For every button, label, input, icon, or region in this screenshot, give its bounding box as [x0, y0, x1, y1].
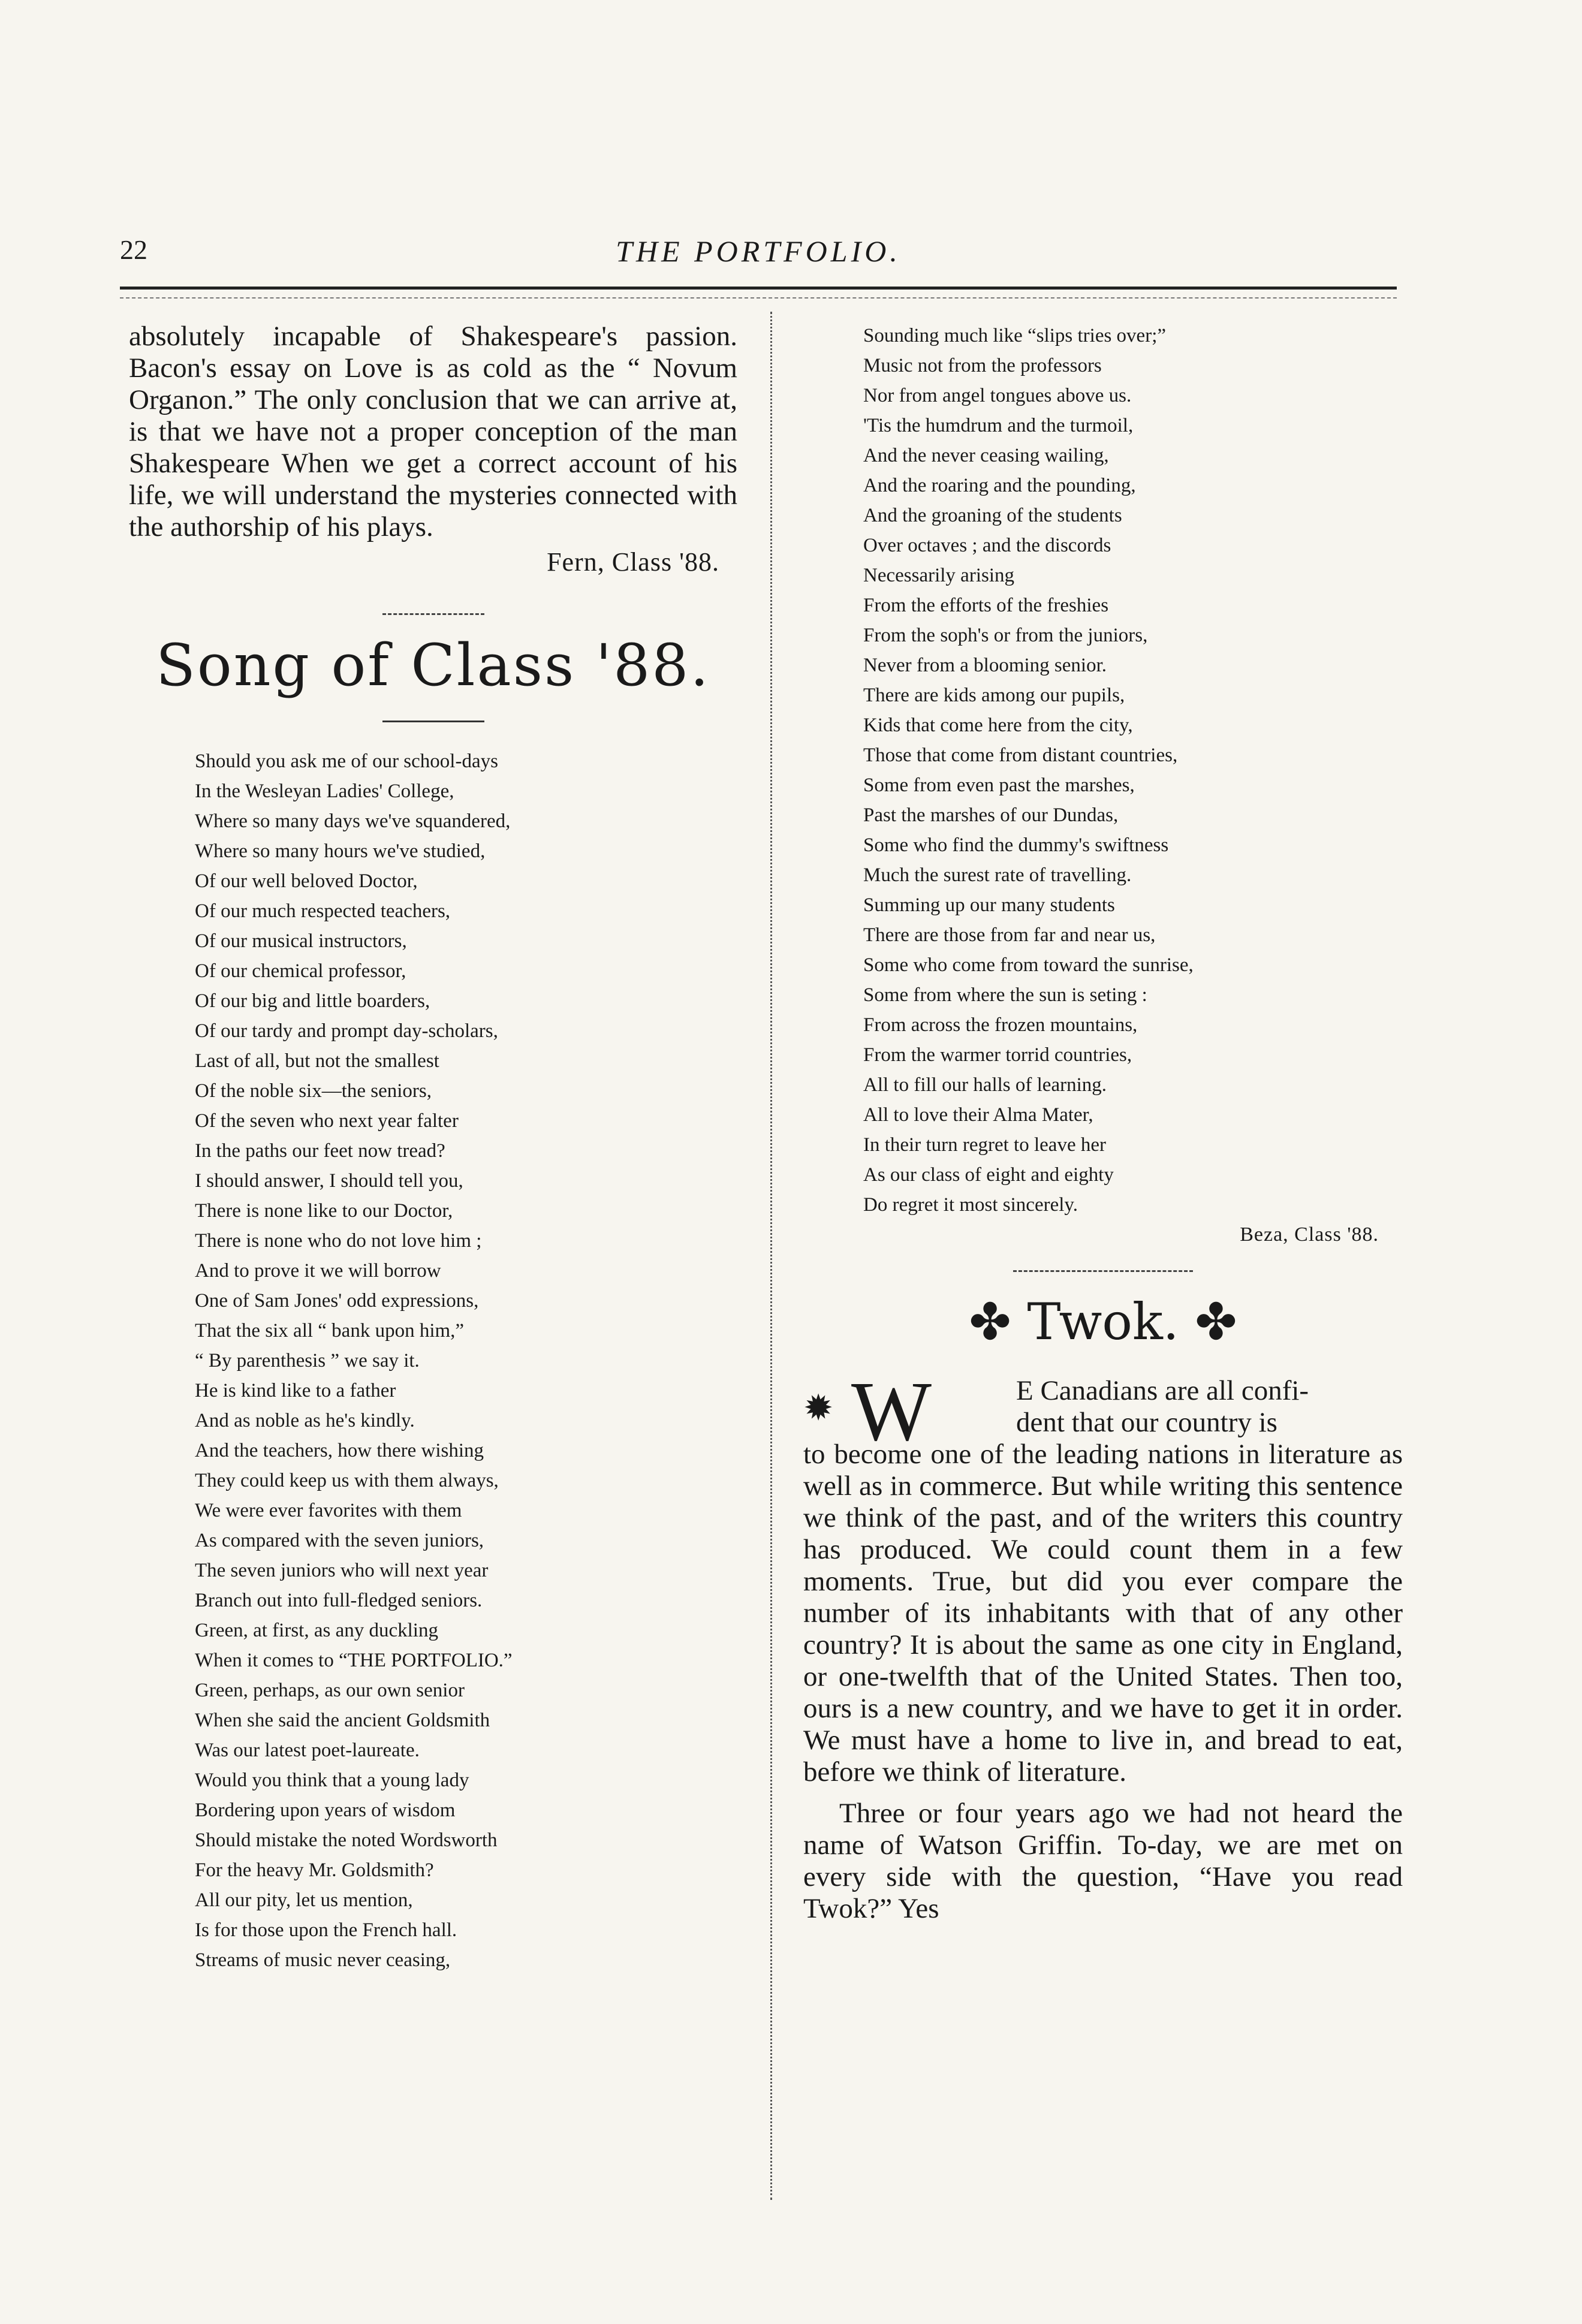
- poem-line: Streams of music never ceasing,: [195, 1949, 451, 1971]
- poem-line: Of our chemical professor,: [195, 960, 406, 982]
- poem-line: There are those from far and near us,: [863, 924, 1156, 946]
- poem-line: And the groaning of the students: [863, 505, 1122, 526]
- article-paragraph-1: [803, 1364, 1403, 1788]
- poem-line: Should mistake the noted Wordsworth: [195, 1829, 498, 1851]
- poem-line: One of Sam Jones' odd expressions,: [195, 1290, 479, 1312]
- poem-line: In their turn regret to leave her: [863, 1134, 1106, 1156]
- poem-line: Of the seven who next year falter: [195, 1110, 459, 1132]
- poem-line: Of our much respected teachers,: [195, 900, 451, 922]
- poem-line: Branch out into full-fledged seniors.: [195, 1590, 483, 1611]
- poem-line: Green, perhaps, as our own senior: [195, 1680, 465, 1701]
- poem-line: Some from where the sun is seting :: [863, 984, 1147, 1006]
- poem-line: Some from even past the marshes,: [863, 774, 1135, 796]
- poem-signature: Beza, Class '88.: [1240, 1223, 1379, 1246]
- header-rule: [120, 287, 1397, 290]
- poem-line: As our class of eight and eighty: [863, 1164, 1114, 1186]
- poem-line: Of our well beloved Doctor,: [195, 870, 418, 892]
- poem-line: And to prove it we will borrow: [195, 1260, 441, 1282]
- poem-line: From the soph's or from the juniors,: [863, 625, 1148, 646]
- poem-line: And the teachers, how there wishing: [195, 1440, 484, 1461]
- poem-line: In the paths our feet now tread?: [195, 1140, 445, 1162]
- poem-stanza-right: [863, 321, 1403, 1220]
- poem-line: Should you ask me of our school-days: [195, 750, 498, 772]
- poem-line: From the warmer torrid countries,: [863, 1044, 1132, 1066]
- poem-line: 'Tis the humdrum and the turmoil,: [863, 415, 1134, 436]
- poem-line: Never from a blooming senior.: [863, 655, 1107, 676]
- ornament-icon: ✹: [803, 1388, 834, 1428]
- essay-signature: Fern, Class '88.: [547, 547, 719, 577]
- poem-line: That the six all “ bank upon him,”: [195, 1320, 465, 1342]
- poem-line: All to fill our halls of learning.: [863, 1074, 1107, 1096]
- poem-line: Over octaves ; and the discords: [863, 535, 1111, 556]
- poem-line: Music not from the professors: [863, 355, 1102, 376]
- poem-line: Necessarily arising: [863, 565, 1014, 586]
- article-title: ✤ Twok. ✤: [969, 1292, 1237, 1351]
- article-paragraph-1-text: to become one of the leading nations in literature as well as in commerce. But while writing this sentence we think of the past, and of the writers this country has produced. We could count them in a few moments. True, but did you ever compare the number of its inhabitants with that of any other country? It is about the same as one city in England, or one-twelfth that of the United States. Then too, ours is a new country, and we have to get it in order. We must have a home to live in, and bread to eat, before we think of literature.: [803, 1439, 1403, 1788]
- poem-line: Much the surest rate of travelling.: [863, 864, 1132, 886]
- poem-line: There is none like to our Doctor,: [195, 1200, 453, 1222]
- poem-line: Is for those upon the French hall.: [195, 1919, 457, 1941]
- poem-line: As compared with the seven juniors,: [195, 1530, 484, 1551]
- poem-line: Past the marshes of our Dundas,: [863, 804, 1119, 826]
- poem-line: Some who find the dummy's swiftness: [863, 834, 1169, 856]
- poem-line: Summing up our many students: [863, 894, 1115, 916]
- essay-ending-paragraph: absolutely incapable of Shakespeare's passion. Bacon's essay on Love is as cold as the “ Novum Organon.” The only conclusion that we can arrive at, is that we have not a proper conception of the man Shakespeare When we get a correct account of his life, we will understand the mysteries connected with the authorship of his plays.: [129, 321, 737, 542]
- title-rule: [382, 721, 484, 722]
- poem-line: There are kids among our pupils,: [863, 685, 1125, 706]
- poem-title: Song of Class '88.: [156, 632, 710, 699]
- poem-line: Of our tardy and prompt day-scholars,: [195, 1020, 498, 1042]
- poem-line: Last of all, but not the smallest: [195, 1050, 439, 1072]
- poem-line: “ By parenthesis ” we say it.: [195, 1350, 420, 1372]
- poem-line: When she said the ancient Goldsmith: [195, 1710, 490, 1731]
- poem-line: From the efforts of the freshies: [863, 595, 1109, 616]
- running-head: [120, 234, 1397, 282]
- poem-line: Sounding much like “slips tries over;”: [863, 325, 1167, 346]
- poem-line: Those that come from distant countries,: [863, 744, 1178, 766]
- right-column: [803, 321, 1403, 1925]
- drop-cap-line-1: E Canadians are all confi-: [1016, 1375, 1309, 1406]
- poem-stanza-left: [195, 746, 737, 1975]
- poem-line: All to love their Alma Mater,: [863, 1104, 1093, 1126]
- header-rule-dashed: [120, 297, 1397, 299]
- poem-line: Nor from angel tongues above us.: [863, 385, 1132, 406]
- poem-line: He is kind like to a father: [195, 1380, 396, 1401]
- drop-cap-line-2: dent that our country is: [1016, 1407, 1277, 1438]
- poem-line: Bordering upon years of wisdom: [195, 1799, 456, 1821]
- poem-line: In the Wesleyan Ladies' College,: [195, 780, 454, 802]
- poem-line: We were ever favorites with them: [195, 1500, 462, 1521]
- poem-line: And the never ceasing wailing,: [863, 445, 1109, 466]
- poem-line: And as noble as he's kindly.: [195, 1410, 415, 1431]
- poem-line: Of our big and little boarders,: [195, 990, 430, 1012]
- poem-line: There is none who do not love him ;: [195, 1230, 482, 1252]
- section-divider: [382, 613, 484, 615]
- column-divider: [770, 312, 772, 2200]
- poem-line: Was our latest poet-laureate.: [195, 1740, 420, 1761]
- poem-line: Green, at first, as any duckling: [195, 1620, 438, 1641]
- poem-line: Of the noble six—the seniors,: [195, 1080, 432, 1102]
- left-column: [129, 321, 737, 1975]
- poem-line: Would you think that a young lady: [195, 1770, 469, 1791]
- poem-line: Where so many days we've squandered,: [195, 810, 511, 832]
- drop-cap-letter: W: [851, 1364, 932, 1458]
- journal-title: THE PORTFOLIO.: [616, 234, 901, 268]
- poem-line: For the heavy Mr. Goldsmith?: [195, 1859, 434, 1881]
- poem-line: I should answer, I should tell you,: [195, 1170, 463, 1192]
- poem-line: Kids that come here from the city,: [863, 715, 1133, 736]
- poem-line: All our pity, let us mention,: [195, 1889, 413, 1911]
- poem-line: Do regret it most sincerely.: [863, 1194, 1078, 1216]
- poem-line: They could keep us with them always,: [195, 1470, 499, 1491]
- poem-line: From across the frozen mountains,: [863, 1014, 1138, 1036]
- poem-line: Of our musical instructors,: [195, 930, 407, 952]
- poem-line: The seven juniors who will next year: [195, 1560, 489, 1581]
- drop-cap-lines: [1016, 1375, 1403, 1439]
- poem-line: Some who come from toward the sunrise,: [863, 954, 1194, 976]
- poem-line: When it comes to “THE PORTFOLIO.”: [195, 1650, 513, 1671]
- poem-line: And the roaring and the pounding,: [863, 475, 1136, 496]
- section-divider-right: [1013, 1270, 1193, 1272]
- page-number: 22: [120, 234, 147, 265]
- poem-line: Where so many hours we've studied,: [195, 840, 486, 862]
- article-paragraph-2: Three or four years ago we had not heard the name of Watson Griffin. To-day, we are met on every side with the question, “Have you read Twok?” Yes: [803, 1798, 1403, 1924]
